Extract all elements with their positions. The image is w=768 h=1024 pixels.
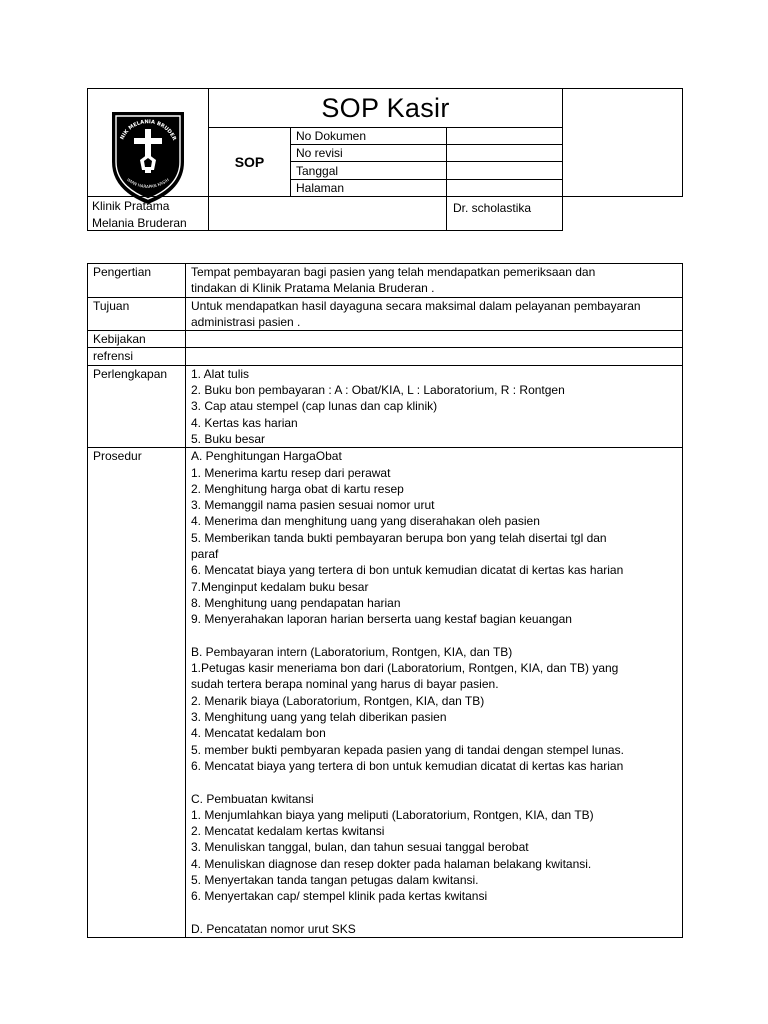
content-line: tindakan di Klinik Pratama Melania Bruderan .	[191, 281, 435, 296]
section-label-text: Prosedur	[93, 449, 142, 464]
blank-line	[191, 628, 677, 644]
signature-box	[209, 196, 447, 230]
content-line: 3. Menuliskan tanggal, bulan, dan tahun sesuai tanggal berobat	[191, 840, 529, 855]
content-line: 6. Mencatat biaya yang tertera di bon untuk kemudian dicatat di kertas kas harian	[191, 563, 624, 578]
content-line: 9. Menyerahakan laporan harian berserta uang kestaf bagian keuangan	[191, 612, 572, 627]
content-line: 2. Buku bon pembayaran : A : Obat/KIA, L : Laboratorium, R : Rontgen	[191, 383, 565, 398]
sop-label: SOP	[209, 128, 291, 196]
content-line: 6. Menyertakan cap/ stempel klinik pada kertas kwitansi	[191, 889, 488, 904]
approval-box	[563, 89, 683, 197]
content-line: 3. Menghitung uang yang telah diberikan pasien	[191, 710, 447, 725]
section-content	[186, 331, 683, 348]
content-line: 5. Memberikan tanda bukti pembayaran berupa bon yang telah disertai tgl dan	[191, 530, 607, 545]
content-line: 2. Menghitung harga obat di kartu resep	[191, 481, 404, 496]
section-label	[88, 331, 186, 348]
content-line: 2. Menarik biaya (Laboratorium, Rontgen, KIA, dan TB)	[191, 693, 485, 708]
section-label	[88, 448, 186, 938]
section-row-pengertian	[88, 264, 683, 298]
section-label	[88, 264, 186, 298]
section-label-text: refrensi	[93, 349, 134, 364]
section-label	[88, 297, 186, 331]
meta-label-no-dokumen: No Dokumen	[291, 128, 447, 145]
section-label	[88, 348, 186, 365]
logo-arc-text-bottom: IMAN HARAPAN KASIH	[126, 177, 170, 190]
section-label-text: Kebijakan	[93, 332, 146, 347]
empty-content	[191, 331, 677, 347]
content-line: 3. Memanggil nama pasien sesuai nomor urut	[191, 498, 435, 513]
section-row-prosedur	[88, 448, 683, 938]
section-row-kebijakan	[88, 331, 683, 348]
document-title: SOP Kasir	[209, 89, 563, 128]
section-label-text: Perlengkapan	[93, 366, 168, 381]
content-line: 5. member bukti pembyaran kepada pasien yang di tandai dengan stempel lunas.	[191, 742, 624, 757]
meta-value-tanggal	[447, 162, 563, 179]
content-line: 3. Cap atau stempel (cap lunas dan cap klinik)	[191, 399, 438, 414]
section-content	[186, 365, 683, 447]
content-line: Tempat pembayaran bagi pasien yang telah mendapatkan pemeriksaan dan	[191, 265, 596, 279]
logo-arc-text-top: NIK MELANIA BRUDER	[119, 119, 178, 142]
clinic-name	[92, 198, 187, 232]
content-line: 5. Buku besar	[191, 431, 266, 446]
sop-content-table	[87, 263, 683, 938]
section-label-text: Tujuan	[93, 298, 130, 313]
content-line: C. Pembuatan kwitansi	[191, 791, 314, 806]
section-row-tujuan	[88, 297, 683, 331]
blank-line	[191, 905, 677, 921]
signatory-cell	[447, 196, 563, 230]
section-label	[88, 365, 186, 447]
section-row-perlengkapan	[88, 365, 683, 447]
content-line: 7.Menginput kedalam buku besar	[191, 579, 369, 594]
section-row-refrensi	[88, 348, 683, 365]
content-line: 6. Mencatat biaya yang tertera di bon untuk kemudian dicatat di kertas kas harian	[191, 758, 624, 773]
content-line: 1. Menerima kartu resep dari perawat	[191, 465, 391, 480]
section-content	[186, 448, 683, 938]
meta-label-halaman: Halaman	[291, 179, 447, 196]
content-line: D. Pencatatan nomor urut SKS	[191, 921, 356, 936]
meta-label-tanggal: Tanggal	[291, 162, 447, 179]
content-line: 4. Mencatat kedalam bon	[191, 726, 326, 741]
content-line: A. Penghitungan HargaObat	[191, 449, 342, 464]
clinic-logo	[110, 110, 186, 206]
section-content	[186, 264, 683, 298]
content-line: 4. Menuliskan diagnose dan resep dokter pada halaman belakang kwitansi.	[191, 856, 592, 871]
content-line: B. Pembayaran intern (Laboratorium, Rontgen, KIA, dan TB)	[191, 644, 513, 659]
signatory-name: Dr. scholastika	[453, 201, 532, 216]
content-line: 1. Alat tulis	[191, 366, 250, 381]
logo-divider	[87, 196, 208, 197]
clinic-name-line-2: Melania Bruderan	[92, 216, 187, 230]
blank-line	[191, 774, 677, 790]
content-line: 4. Menerima dan menghitung uang yang diserahakan oleh pasien	[191, 514, 540, 529]
section-content	[186, 297, 683, 331]
content-line: 1.Petugas kasir meneriama bon dari (Laboratorium, Rontgen, KIA, dan TB) yang	[191, 661, 619, 676]
content-line: 2. Mencatat kedalam kertas kwitansi	[191, 824, 385, 839]
content-line: sudah tertera berapa nominal yang harus di bayar pasien.	[191, 677, 499, 692]
content-line: 5. Menyertakan tanda tangan petugas dalam kwitansi.	[191, 872, 479, 887]
clinic-name-line-1: Klinik Pratama	[92, 199, 170, 213]
content-line: 1. Menjumlahkan biaya yang meliputi (Laboratorium, Rontgen, KIA, dan TB)	[191, 807, 594, 822]
empty-content	[191, 348, 677, 364]
section-content	[186, 348, 683, 365]
content-line: paraf	[191, 547, 219, 562]
content-line: administrasi pasien .	[191, 314, 301, 329]
section-label-text: Pengertian	[93, 265, 152, 279]
content-line: 4. Kertas kas harian	[191, 415, 298, 430]
meta-value-halaman	[447, 179, 563, 196]
content-line: 8. Menghitung uang pendapatan harian	[191, 595, 401, 610]
meta-value-no-dokumen	[447, 128, 563, 145]
content-line: Untuk mendapatkan hasil dayaguna secara maksimal dalam pelayanan pembayaran	[191, 298, 641, 313]
meta-value-no-revisi	[447, 145, 563, 162]
meta-label-no-revisi: No revisi	[291, 145, 447, 162]
